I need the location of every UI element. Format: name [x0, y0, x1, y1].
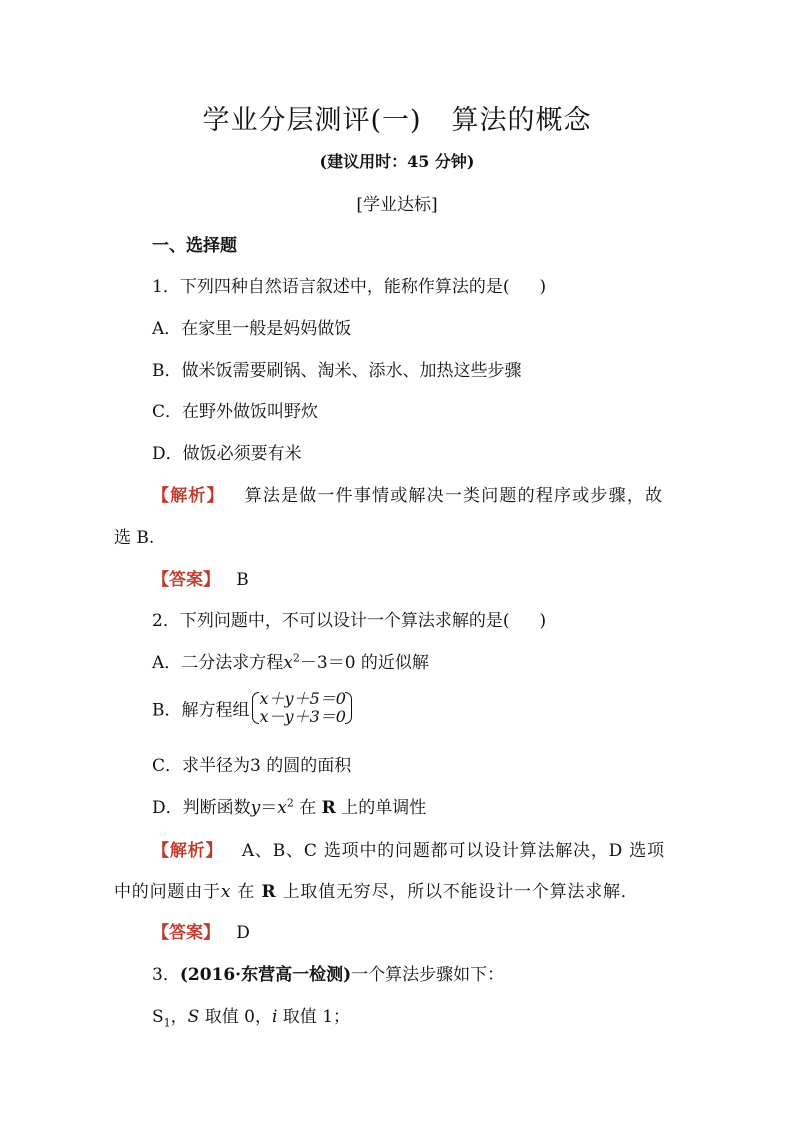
time-suggestion: (建议用时：45 分钟)	[319, 152, 475, 171]
q2-stem: 2．下列问题中，不可以设计一个算法求解的是( )	[152, 611, 547, 631]
answer-tag: 【 答案 】	[152, 923, 220, 943]
q2-option-b: B．解方程组 x＋y＋5＝0 x－y＋3＝0	[152, 690, 354, 726]
part-heading: 一、选择题	[152, 236, 237, 256]
q2-option-a: A．二分法求方程$x^2-3=0$ 的近似解	[152, 651, 429, 673]
q1-option-a: A．在家里一般是妈妈做饭	[152, 319, 352, 339]
q1-stem: 1．下列四种自然语言叙述中，能称作算法的是( )	[152, 277, 547, 297]
analysis-tag: 【 解析 】	[152, 486, 225, 506]
q1-analysis: 【 解析 】 算法是做一件事情或解决一类问题的程序或步骤，故	[152, 481, 663, 506]
title-topic: 算法的概念	[451, 105, 592, 136]
q3-step-1: $S_1$，S 取值 0，i 取值 1；	[152, 1007, 351, 1030]
q3-stem: 3．(2016·东营高一检测)一个算法步骤如下：	[152, 965, 505, 985]
q2-analysis: 【 解析 】 A、B、C 选项中的问题都可以设计算法解决，D 选项	[152, 836, 665, 861]
q1-option-d: D．做饭必须要有米	[152, 444, 302, 464]
q2-option-c: C．求半径为3 的圆的面积	[152, 756, 352, 776]
q2-answer: 【 答案 】 D	[152, 918, 250, 943]
analysis-tag: 【 解析 】	[152, 841, 223, 861]
section-label: [学业达标]	[356, 195, 438, 215]
q1-option-b: B．做米饭需要刷锅、淘米、添水、加热这些步骤	[152, 361, 522, 381]
q1-option-c: C．在野外做饭叫野炊	[152, 402, 319, 422]
page-title	[0, 98, 794, 137]
q2-option-d: D．判断函数$y=x^2$ 在 R 上的单调性	[152, 796, 427, 818]
equation-system: x＋y＋5＝0 x－y＋3＝0	[250, 690, 354, 726]
q1-analysis-cont: 选 B.	[114, 528, 155, 548]
q1-answer: 【 答案 】 B	[152, 565, 249, 590]
q2-analysis-cont: 中的问题由于x 在 R 上取值无穷尽，所以不能设计一个算法求解．	[114, 882, 639, 902]
title-main: 学业分层测评(一)	[202, 105, 422, 136]
answer-tag: 【 答案 】	[152, 570, 220, 590]
